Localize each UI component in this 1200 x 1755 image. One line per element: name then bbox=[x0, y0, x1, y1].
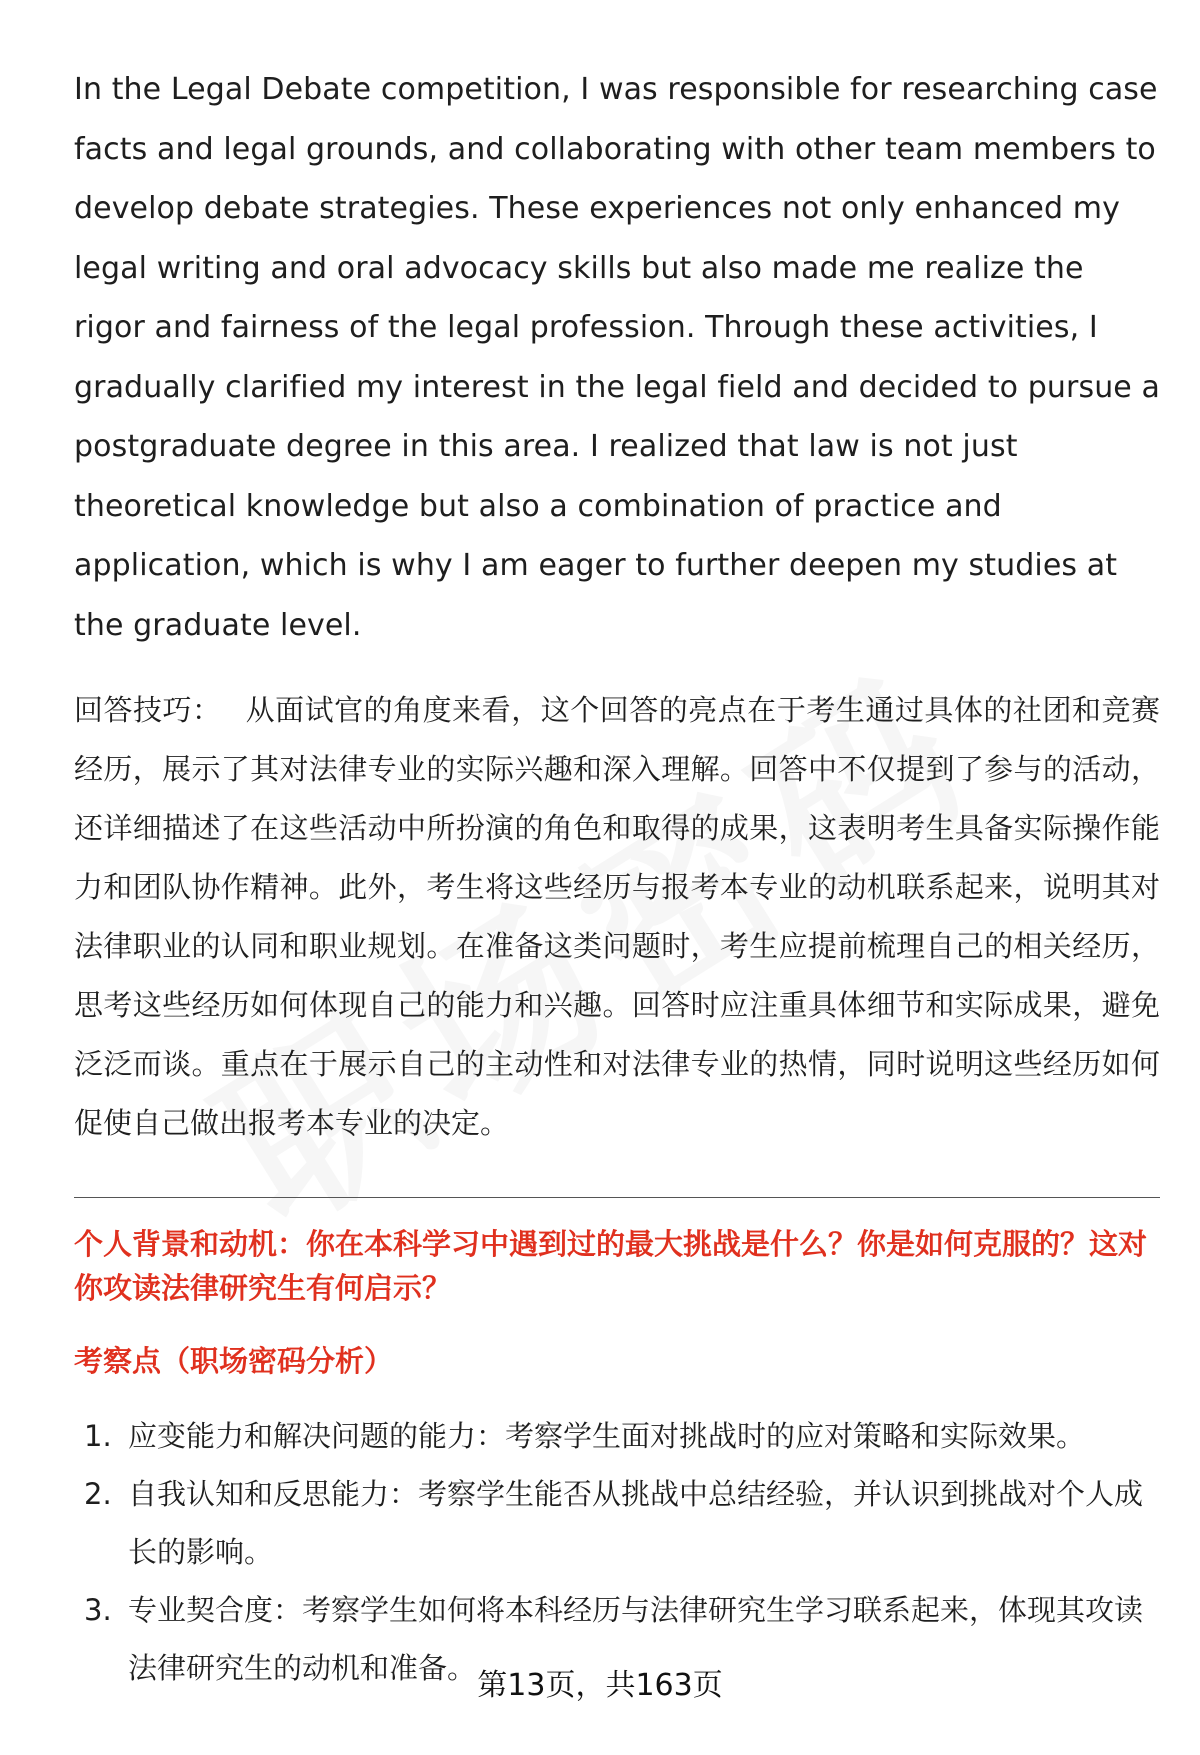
list-item-text: 专业契合度：考察学生如何将本科经历与法律研究生学习联系起来，体现其攻读法律研究生的动机和准备。 bbox=[128, 1593, 1144, 1685]
list-item-number: 2. bbox=[84, 1477, 112, 1511]
analysis-points-list bbox=[74, 1407, 1160, 1697]
list-item-number: 3. bbox=[84, 1593, 112, 1627]
intro-paragraph: In the Legal Debate competition, I was responsible for researching case facts and legal grounds, and collaborating with other team members to develop debate strategies. These experiences not only enhanced my legal writing and oral advocacy skills but also made me realize the rigor and fairness of the legal profession. Through these activities, I gradually clarified my interest in the legal field and decided to pursue a postgraduate degree in this area. I realized that law is not just theoretical knowledge but also a combination of practice and application, which is why I am eager to further deepen my studies at the graduate level. bbox=[74, 72, 1160, 643]
list-item-text: 应变能力和解决问题的能力：考察学生面对挑战时的应对策略和实际效果。 bbox=[128, 1419, 1086, 1453]
list-item bbox=[74, 1465, 1160, 1581]
list-item bbox=[74, 1407, 1160, 1465]
answer-tip-label: 回答技巧： bbox=[74, 693, 222, 727]
analysis-heading: 考察点（职场密码分析） bbox=[74, 1344, 394, 1378]
list-item-number: 1. bbox=[84, 1419, 112, 1453]
document-page bbox=[74, 60, 1160, 1697]
answer-tip bbox=[74, 681, 1160, 1153]
page-number-footer: 第13页，共163页 bbox=[477, 1668, 723, 1703]
answer-tip-text: 从面试官的角度来看，这个回答的亮点在于考生通过具体的社团和竞赛经历，展示了其对法律专业的实际兴趣和深入理解。回答中不仅提到了参与的活动，还详细描述了在这些活动中所扮演的角色和取得的成果，这表明考生具备实际操作能力和团队协作精神。此外，考生将这些经历与报考本专业的动机联系起来，说明其对法律职业的认同和职业规划。在准备这类问题时，考生应提前梳理自己的相关经历，思考这些经历如何体现自己的能力和兴趣。回答时应注重具体细节和实际成果，避免泛泛而谈。重点在于展示自己的主动性和对法律专业的热情，同时说明这些经历如何促使自己做出报考本专业的决定。 bbox=[74, 693, 1160, 1140]
section-divider bbox=[74, 1197, 1160, 1198]
list-item-text: 自我认知和反思能力：考察学生能否从挑战中总结经验，并认识到挑战对个人成长的影响。 bbox=[128, 1477, 1144, 1569]
question-heading: 个人背景和动机：你在本科学习中遇到过的最大挑战是什么？你是如何克服的？这对你攻读法律研究生有何启示？ bbox=[74, 1227, 1148, 1305]
